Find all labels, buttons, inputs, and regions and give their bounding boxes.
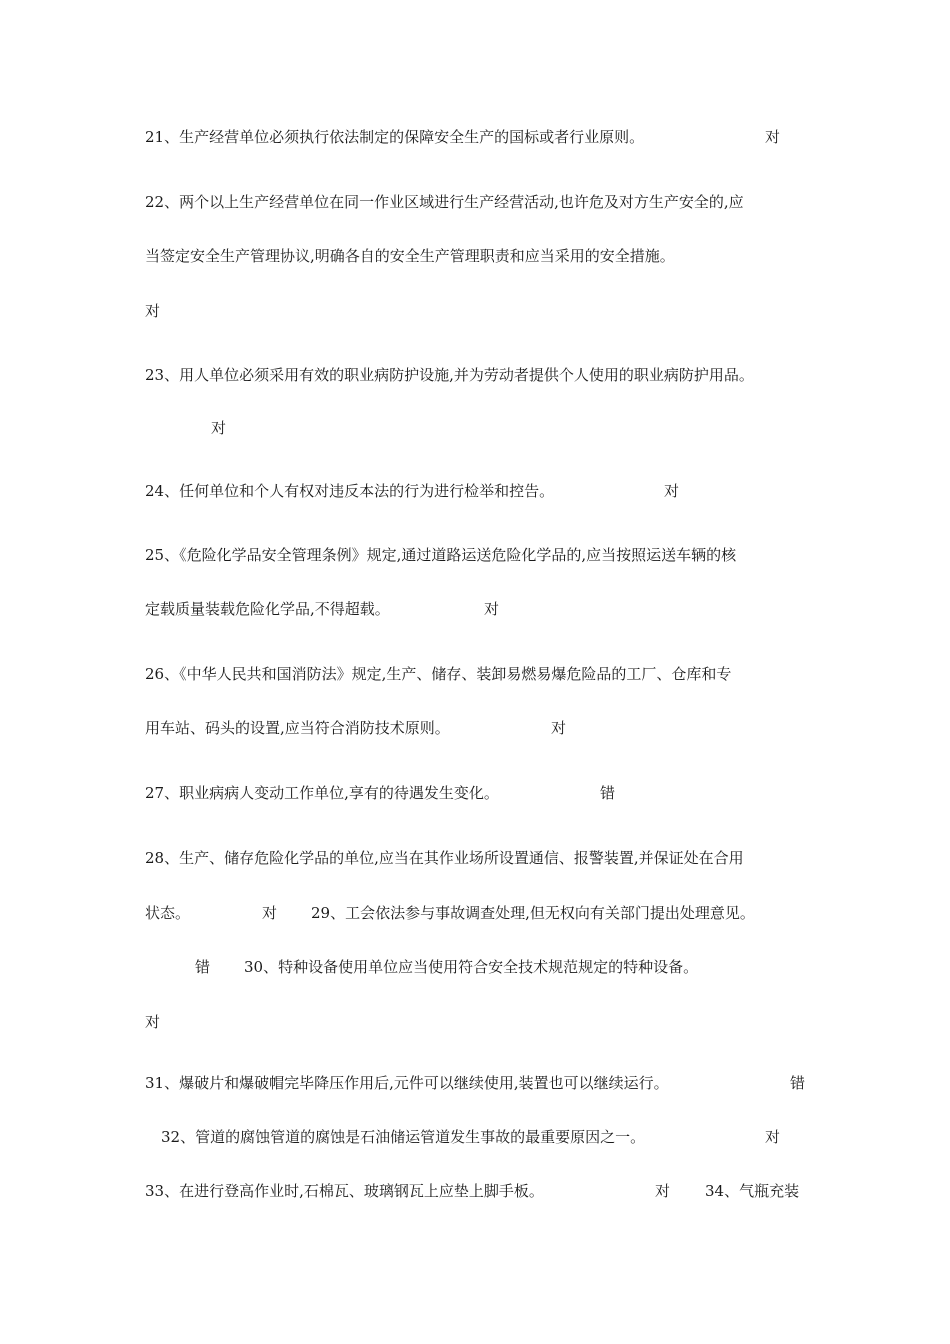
- question-25-line2: 定载质量装载危险化学品,不得超载。: [145, 600, 390, 618]
- question-28-line1: 28、生产、储存危险化学品的单位,应当在其作业场所设置通信、报警装置,并保证处在合用: [145, 849, 744, 867]
- question-28-line2: 状态。: [145, 904, 191, 922]
- answer-26: 对: [551, 719, 567, 737]
- answer-31: 错: [790, 1074, 806, 1092]
- question-23: 23、用人单位必须采用有效的职业病防护设施,并为劳动者提供个人使用的职业病防护用品。: [145, 366, 754, 384]
- answer-21: 对: [765, 128, 781, 146]
- question-22-line2: 当签定安全生产管理协议,明确各自的安全生产管理职责和应当采用的安全措施。: [145, 247, 675, 265]
- question-26-line1: 26、《中华人民共和国消防法》规定,生产、储存、装卸易燃易爆危险品的工厂、仓库和专: [145, 665, 732, 683]
- answer-24: 对: [664, 482, 680, 500]
- question-25-line1: 25、《危险化学品安全管理条例》规定,通过道路运送危险化学品的,应当按照运送车辆的核: [145, 546, 737, 564]
- question-34-partial: 34、气瓶充装: [705, 1182, 800, 1200]
- answer-29: 错: [195, 958, 211, 976]
- question-33: 33、在进行登高作业时,石棉瓦、玻璃钢瓦上应垫上脚手板。: [145, 1182, 544, 1200]
- answer-22: 对: [145, 302, 161, 320]
- question-26-line2: 用车站、码头的设置,应当符合消防技术原则。: [145, 719, 450, 737]
- answer-33: 对: [655, 1182, 671, 1200]
- question-32: 32、管道的腐蚀管道的腐蚀是石油储运管道发生事故的最重要原因之一。: [161, 1128, 646, 1146]
- answer-30: 对: [145, 1013, 161, 1031]
- question-29: 29、工会依法参与事故调查处理,但无权向有关部门提出处理意见。: [311, 904, 755, 922]
- answer-32: 对: [765, 1128, 781, 1146]
- question-24: 24、任何单位和个人有权对违反本法的行为进行检举和控告。: [145, 482, 555, 500]
- question-21: 21、生产经营单位必须执行依法制定的保障安全生产的国标或者行业原则。: [145, 128, 645, 146]
- answer-23: 对: [211, 419, 227, 437]
- answer-27: 错: [600, 784, 616, 802]
- answer-28: 对: [262, 904, 278, 922]
- question-30: 30、特种设备使用单位应当使用符合安全技术规范规定的特种设备。: [244, 958, 699, 976]
- question-27: 27、职业病病人变动工作单位,享有的待遇发生变化。: [145, 784, 499, 802]
- answer-25: 对: [484, 600, 500, 618]
- question-31: 31、爆破片和爆破帽完毕降压作用后,元件可以继续使用,装置也可以继续运行。: [145, 1074, 669, 1092]
- question-22-line1: 22、两个以上生产经营单位在同一作业区域进行生产经营活动,也许危及对方生产安全的,应: [145, 193, 744, 211]
